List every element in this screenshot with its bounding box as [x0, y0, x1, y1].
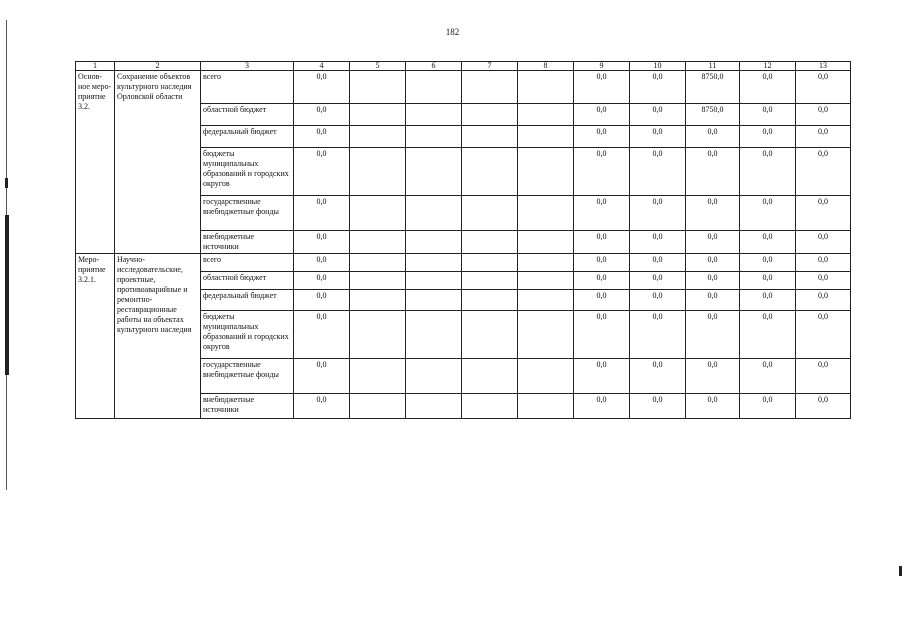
amount-cell: 0,0 [796, 394, 851, 419]
funding-source-cell: бюджеты муниципальных образований и городских округов [201, 148, 294, 196]
amount-cell: 0,0 [630, 254, 686, 272]
amount-cell: 0,0 [630, 359, 686, 394]
amount-cell [406, 290, 462, 311]
event-code-cell: Основ-ное меро-приятие 3.2. [76, 71, 115, 254]
amount-cell: 0,0 [574, 359, 630, 394]
amount-cell: 0,0 [630, 290, 686, 311]
amount-cell: 0,0 [686, 272, 740, 290]
amount-cell: 0,0 [630, 196, 686, 231]
amount-cell: 0,0 [686, 290, 740, 311]
amount-cell [350, 148, 406, 196]
column-number-header: 10 [630, 62, 686, 71]
amount-cell: 0,0 [686, 359, 740, 394]
amount-cell: 0,0 [574, 71, 630, 104]
column-number-header: 7 [462, 62, 518, 71]
amount-cell: 0,0 [740, 196, 796, 231]
amount-cell [406, 231, 462, 254]
column-number-header: 11 [686, 62, 740, 71]
amount-cell: 0,0 [740, 104, 796, 126]
amount-cell: 0,0 [796, 272, 851, 290]
amount-cell [350, 231, 406, 254]
amount-cell [462, 311, 518, 359]
amount-cell [518, 126, 574, 148]
scan-edge-mark [5, 215, 9, 375]
table-body [76, 71, 851, 419]
amount-cell: 0,0 [796, 231, 851, 254]
amount-cell [406, 254, 462, 272]
amount-cell: 0,0 [574, 148, 630, 196]
amount-cell [462, 254, 518, 272]
table-row [76, 254, 851, 272]
amount-cell: 0,0 [294, 148, 350, 196]
amount-cell: 0,0 [796, 311, 851, 359]
amount-cell: 0,0 [740, 359, 796, 394]
amount-cell [518, 148, 574, 196]
funding-source-cell: бюджеты муниципальных образований и городских округов [201, 311, 294, 359]
amount-cell [462, 272, 518, 290]
amount-cell [518, 394, 574, 419]
amount-cell: 0,0 [686, 394, 740, 419]
amount-cell [462, 359, 518, 394]
funding-source-cell: внебюджетные источники [201, 231, 294, 254]
amount-cell [350, 290, 406, 311]
amount-cell: 0,0 [796, 290, 851, 311]
amount-cell: 0,0 [740, 71, 796, 104]
column-number-header: 5 [350, 62, 406, 71]
amount-cell: 0,0 [630, 311, 686, 359]
amount-cell: 0,0 [294, 359, 350, 394]
amount-cell: 0,0 [294, 290, 350, 311]
amount-cell: 0,0 [630, 231, 686, 254]
amount-cell [350, 196, 406, 231]
amount-cell: 0,0 [294, 231, 350, 254]
amount-cell [518, 290, 574, 311]
amount-cell [518, 104, 574, 126]
amount-cell [350, 272, 406, 290]
funding-source-cell: всего [201, 71, 294, 104]
amount-cell: 0,0 [686, 148, 740, 196]
amount-cell [406, 126, 462, 148]
amount-cell: 0,0 [740, 394, 796, 419]
table-row [76, 71, 851, 104]
scan-edge-mark [5, 178, 8, 188]
funding-source-cell: областной бюджет [201, 104, 294, 126]
amount-cell: 0,0 [630, 272, 686, 290]
amount-cell: 0,0 [686, 126, 740, 148]
amount-cell: 0,0 [796, 126, 851, 148]
amount-cell: 0,0 [630, 394, 686, 419]
column-number-header: 1 [76, 62, 115, 71]
amount-cell: 0,0 [740, 311, 796, 359]
amount-cell [406, 311, 462, 359]
amount-cell [406, 148, 462, 196]
column-number-header: 12 [740, 62, 796, 71]
amount-cell [406, 104, 462, 126]
funding-source-cell: федеральный бюджет [201, 290, 294, 311]
budget-table [75, 61, 851, 419]
amount-cell: 0,0 [574, 254, 630, 272]
amount-cell: 0,0 [740, 148, 796, 196]
amount-cell: 0,0 [294, 254, 350, 272]
amount-cell [350, 311, 406, 359]
amount-cell: 0,0 [574, 104, 630, 126]
event-code-cell: Меро-приятие 3.2.1. [76, 254, 115, 419]
amount-cell: 0,0 [574, 290, 630, 311]
amount-cell: 0,0 [740, 126, 796, 148]
amount-cell: 0,0 [686, 196, 740, 231]
amount-cell: 0,0 [686, 311, 740, 359]
amount-cell [518, 359, 574, 394]
amount-cell [406, 71, 462, 104]
column-number-header: 3 [201, 62, 294, 71]
amount-cell [518, 272, 574, 290]
column-number-header: 8 [518, 62, 574, 71]
amount-cell [518, 254, 574, 272]
column-number-header: 13 [796, 62, 851, 71]
amount-cell [350, 104, 406, 126]
amount-cell [518, 231, 574, 254]
amount-cell [462, 126, 518, 148]
amount-cell: 8750,0 [686, 104, 740, 126]
amount-cell [518, 71, 574, 104]
funding-source-cell: государственные внебюджетные фонды [201, 359, 294, 394]
amount-cell [350, 71, 406, 104]
table-header [76, 62, 851, 71]
amount-cell: 0,0 [630, 148, 686, 196]
amount-cell [462, 394, 518, 419]
amount-cell [462, 104, 518, 126]
amount-cell: 0,0 [796, 254, 851, 272]
amount-cell [518, 196, 574, 231]
amount-cell [462, 290, 518, 311]
amount-cell [350, 359, 406, 394]
amount-cell: 0,0 [294, 126, 350, 148]
column-number-header: 2 [115, 62, 201, 71]
amount-cell: 0,0 [574, 196, 630, 231]
funding-source-cell: федеральный бюджет [201, 126, 294, 148]
amount-cell [350, 394, 406, 419]
amount-cell [350, 254, 406, 272]
funding-source-cell: государственные внебюджетные фонды [201, 196, 294, 231]
amount-cell: 0,0 [574, 231, 630, 254]
column-number-header: 4 [294, 62, 350, 71]
amount-cell: 0,0 [740, 254, 796, 272]
amount-cell: 0,0 [796, 71, 851, 104]
amount-cell: 0,0 [294, 71, 350, 104]
amount-cell [406, 394, 462, 419]
funding-source-cell: всего [201, 254, 294, 272]
amount-cell: 0,0 [574, 311, 630, 359]
amount-cell [406, 359, 462, 394]
amount-cell: 0,0 [796, 196, 851, 231]
amount-cell [462, 71, 518, 104]
page-number: 182 [445, 27, 460, 37]
amount-cell: 0,0 [294, 104, 350, 126]
amount-cell: 0,0 [574, 394, 630, 419]
event-name-cell: Сохранение объектов культурного наследия Орловской области [115, 71, 201, 254]
amount-cell [406, 196, 462, 231]
amount-cell: 0,0 [630, 126, 686, 148]
amount-cell: 0,0 [796, 104, 851, 126]
amount-cell: 0,0 [740, 290, 796, 311]
event-name-cell: Научно-исследовательские, проектные, противоаварийные и ремонтно-реставрационные работы на объектах культурного наследия [115, 254, 201, 419]
amount-cell: 0,0 [630, 104, 686, 126]
amount-cell [462, 148, 518, 196]
amount-cell: 0,0 [574, 126, 630, 148]
amount-cell: 0,0 [686, 231, 740, 254]
amount-cell: 0,0 [294, 311, 350, 359]
amount-cell: 0,0 [294, 394, 350, 419]
amount-cell: 0,0 [796, 359, 851, 394]
column-number-header: 9 [574, 62, 630, 71]
amount-cell: 0,0 [294, 272, 350, 290]
header-row [76, 62, 851, 71]
amount-cell [462, 231, 518, 254]
amount-cell: 0,0 [740, 272, 796, 290]
funding-source-cell: внебюджетные источники [201, 394, 294, 419]
amount-cell: 0,0 [574, 272, 630, 290]
amount-cell [350, 126, 406, 148]
scan-edge-mark [899, 566, 902, 576]
amount-cell: 8750,0 [686, 71, 740, 104]
amount-cell: 0,0 [740, 231, 796, 254]
amount-cell: 0,0 [294, 196, 350, 231]
amount-cell: 0,0 [796, 148, 851, 196]
amount-cell: 0,0 [686, 254, 740, 272]
amount-cell [406, 272, 462, 290]
column-number-header: 6 [406, 62, 462, 71]
funding-source-cell: областной бюджет [201, 272, 294, 290]
amount-cell [462, 196, 518, 231]
amount-cell [518, 311, 574, 359]
amount-cell: 0,0 [630, 71, 686, 104]
